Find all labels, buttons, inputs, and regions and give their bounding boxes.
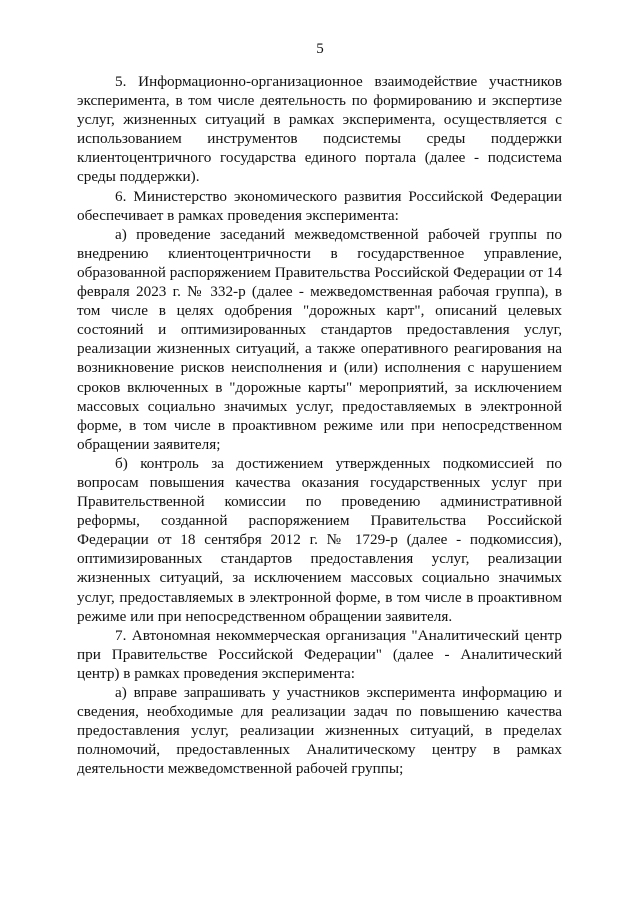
paragraph-6: 6. Министерство экономического развития Российской Федерации обеспечивает в рамках проведения эксперимента: [77, 187, 562, 224]
paragraph-7: 7. Автономная некоммерческая организация "Аналитический центр при Правительстве Российской Федерации" (далее - Аналитический центр) в рамках проведения эксперимента: [77, 626, 562, 682]
paragraph-6a: а) проведение заседаний межведомственной рабочей группы по внедрению клиентоцентричности в государственное управление, образованной распоряжением Правительства Российской Федерации от 14 февраля 2023 г. № 332-р (далее - межведомственная рабочая группа), в том числе в целях одобрения "дорожных карт", описаний целевых состояний и оптимизированных стандартов предоставления услуг, реализации жизненных ситуаций, а также оперативного реагирования на возникновение рисков неисполнения и (или) исполнения с нарушением сроков включенных в "дорожные карты" мероприятий, за исключением массовых социально значимых услуг, предоставляемых в электронной форме, в том числе в проактивном режиме или при непосредственном обращении заявителя; [77, 225, 562, 453]
page-number: 5 [316, 41, 324, 57]
paragraph-7a: а) вправе запрашивать у участников эксперимента информацию и сведения, необходимые для реализации задач по повышению качества предоставления услуг, реализации жизненных ситуаций, в пределах полномочий, предоставленных Аналитическому центру в рамках деятельности межведомственной рабочей группы; [77, 684, 562, 778]
paragraph-5: 5. Информационно-организационное взаимодействие участников эксперимента, в том числе деятельность по формированию и экспертизе услуг, жизненных ситуаций в рамках эксперимента, осуществляется с использованием инструментов подсистемы среды поддержки клиентоцентричного государства единого портала (далее - подсистема среды поддержки). [77, 73, 562, 186]
document-body [77, 72, 562, 778]
paragraph-6b: б) контроль за достижением утвержденных подкомиссией по вопросам повышения качества оказания государственных услуг при Правительственной комиссии по проведению административной реформы, созданной распоряжением Правительства Российской Федерации от 18 сентября 2012 г. № 1729-р (далее - подкомиссия), оптимизированных стандартов предоставления услуг, реализации жизненных ситуаций, за исключением массовых социально значимых услуг, предоставляемых в электронной форме, в том числе в проактивном режиме или при непосредственном обращении заявителя. [77, 454, 562, 625]
